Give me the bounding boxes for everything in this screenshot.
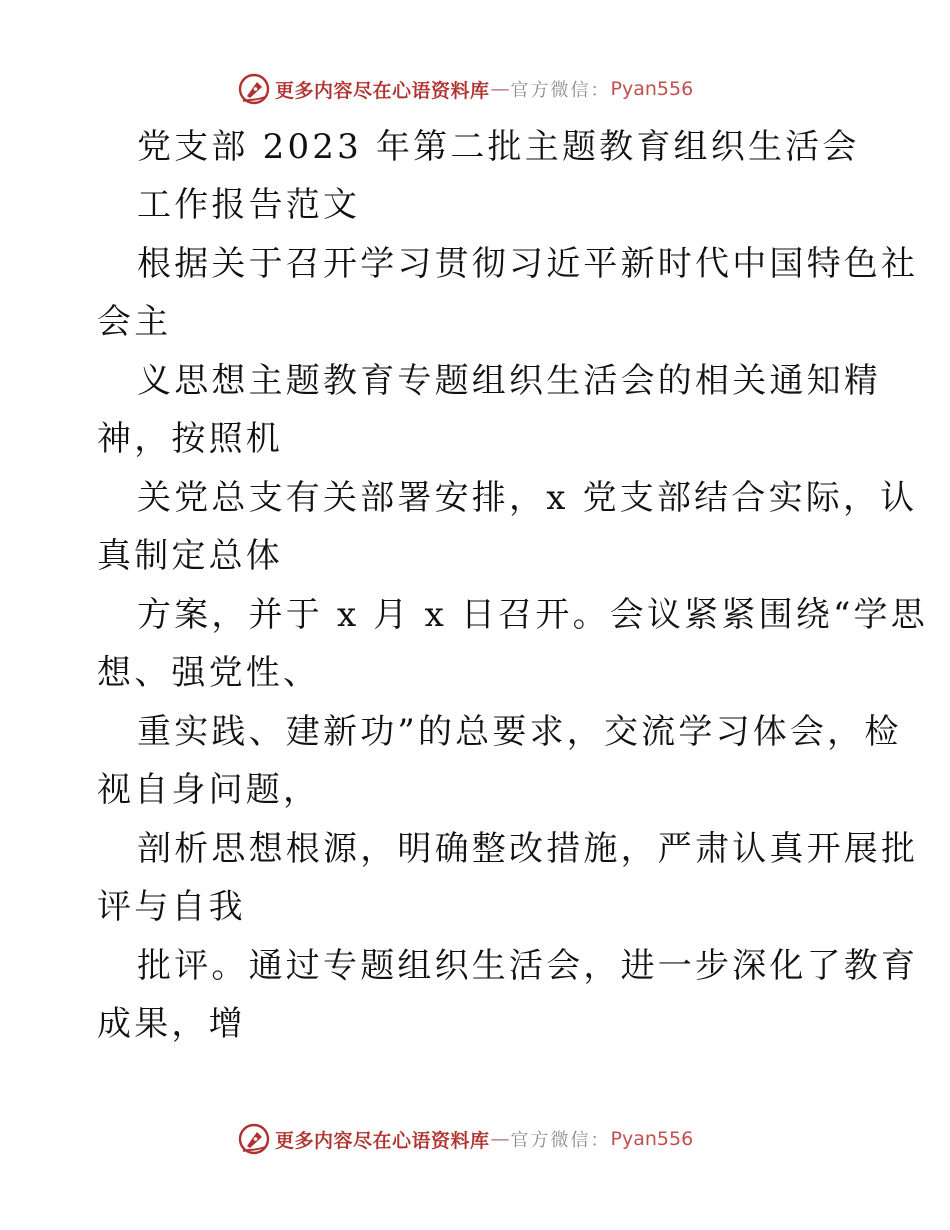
paragraph-line: 根据关于召开学习贯彻习近平新时代中国特色社 <box>137 244 919 284</box>
paragraph-line: 会主 <box>97 302 172 342</box>
paragraph-line: 剖析思想根源，明确整改措施，严肃认真开展批 <box>137 829 919 869</box>
paragraph-line: 义思想主题教育专题组织生活会的相关通知精 <box>137 361 881 401</box>
document-title-line-2: 工作报告范文 <box>137 185 361 225</box>
paragraph-line: 神，按照机 <box>97 419 283 459</box>
paragraph-line: 评与自我 <box>97 887 246 927</box>
watermark-header <box>237 72 693 106</box>
watermark-separator: — <box>490 78 510 100</box>
document-title-line-1: 党支部 2023 年第二批主题教育组织生活会 <box>137 127 860 167</box>
paragraph-line: 真制定总体 <box>97 536 283 576</box>
watermark-separator: — <box>490 1128 510 1150</box>
watermark-footer <box>237 1122 693 1156</box>
watermark-main-text: 更多内容尽在心语资料库 <box>275 79 490 102</box>
paragraph-line: 成果，增 <box>97 1004 246 1044</box>
watermark-sub-text: 官方微信： <box>510 80 611 101</box>
paragraph-line: 重实践、建新功”的总要求，交流学习体会，检 <box>137 712 902 752</box>
paragraph-line: 视自身问题， <box>97 770 321 810</box>
pen-nib-logo-icon <box>237 1122 271 1156</box>
watermark-wechat-id: Pyan556 <box>610 1128 694 1150</box>
paragraph-line: 关党总支有关部署安排，x 党支部结合实际，认 <box>137 478 918 518</box>
paragraph-line: 批评。通过专题组织生活会，进一步深化了教育 <box>137 946 919 986</box>
watermark-wechat-id: Pyan556 <box>610 78 694 100</box>
pen-nib-logo-icon <box>237 72 271 106</box>
watermark-sub-text: 官方微信： <box>510 1130 611 1151</box>
watermark-main-text: 更多内容尽在心语资料库 <box>275 1129 490 1152</box>
paragraph-line: 方案，并于 x 月 x 日召开。会议紧紧围绕“学思 <box>137 595 928 635</box>
paragraph-line: 想、强党性、 <box>97 653 321 693</box>
